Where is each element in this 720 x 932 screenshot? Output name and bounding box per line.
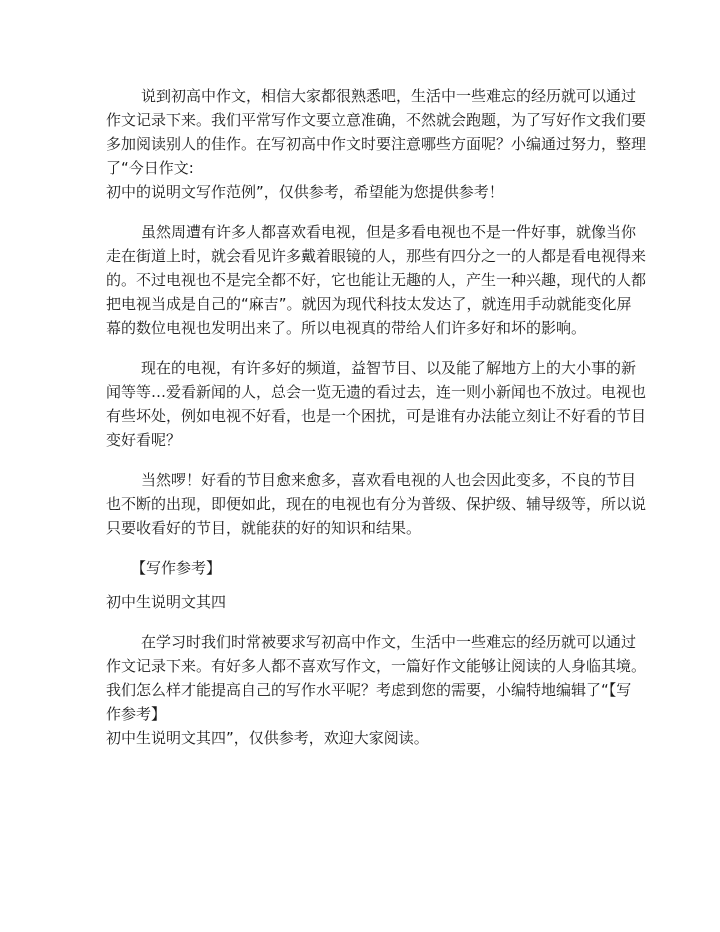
text-line: 初中的说明文写作范例”，仅供参考，希望能为您提供参考！ bbox=[106, 183, 504, 201]
text-line: 幕的数位电视也发明出来了。所以电视真的带给人们许多好和坏的影响。 bbox=[106, 319, 587, 337]
text-line: 作文记录下来。我们平常写作文要立意准确，不然就会跑题，为了写好作文我们要 bbox=[106, 111, 647, 129]
text-line: 多加阅读别人的佳作。在写初高中作文时要注意哪些方面呢？小编通过努力，整理 bbox=[106, 135, 647, 153]
text-line: 有些坏处，例如电视不好看，也是一个困扰，可是谁有办法能立刻让不好看的节目 bbox=[106, 407, 647, 425]
intro-paragraph bbox=[106, 84, 647, 204]
document-page bbox=[106, 84, 647, 750]
text-line: 也不断的出现，即便如此，现在的电视也有分为普级、保护级、辅导级等，所以说 bbox=[106, 495, 647, 513]
text-line: 现在的电视，有许多好的频道，益智节目、以及能了解地方上的大小事的新 bbox=[141, 359, 637, 377]
body-paragraph-3 bbox=[106, 468, 647, 540]
text-line: 虽然周遭有许多人都喜欢看电视，但是多看电视也不是一件好事，就像当你 bbox=[141, 223, 637, 241]
text-line: 作文记录下来。有好多人都不喜欢写作文，一篇好作文能够让阅读的人身临其境。 bbox=[106, 657, 647, 675]
text-line: 当然啰！好看的节目愈来愈多，喜欢看电视的人也会因此变多，不良的节目 bbox=[141, 471, 637, 489]
text-line: 我们怎么样才能提高自己的写作水平呢？考虑到您的需要，小编特地编辑了“【写 bbox=[106, 681, 632, 699]
text-line: 在学习时我们时常被要求写初高中作文，生活中一些难忘的经历就可以通过 bbox=[141, 633, 637, 651]
text-line: 的。不过电视也不是完全都不好，它也能让无趣的人，产生一种兴趣，现代的人都 bbox=[106, 271, 647, 289]
text-line: 走在街道上时，就会看见许多戴着眼镜的人，那些有四分之一的人都是看电视得来 bbox=[106, 247, 647, 265]
body-paragraph-2 bbox=[106, 356, 647, 452]
text-line: 闻等等…爱看新闻的人，总会一览无遗的看过去，连一则小新闻也不放过。电视也 bbox=[106, 383, 647, 401]
text-line: 说到初高中作文，相信大家都很熟悉吧，生活中一些难忘的经历就可以通过 bbox=[141, 87, 637, 105]
section-heading: 【写作参考】 bbox=[131, 559, 222, 577]
text-line: 变好看呢？ bbox=[106, 431, 182, 449]
text-line: 作参考】 bbox=[106, 705, 167, 723]
text-line: 了“今日作文: bbox=[106, 159, 194, 177]
text-line: 把电视当成是自己的“麻吉”。就因为现代科技太发达了，就连用手动就能变化屏 bbox=[106, 295, 632, 313]
outro-paragraph bbox=[106, 630, 647, 750]
body-paragraph-1 bbox=[106, 220, 647, 340]
text-line: 只要收看好的节目，就能获的好的知识和结果。 bbox=[106, 519, 422, 537]
section-subtitle: 初中生说明文其四 bbox=[106, 593, 227, 611]
text-line: 初中生说明文其四”，仅供参考，欢迎大家阅读。 bbox=[106, 729, 429, 747]
